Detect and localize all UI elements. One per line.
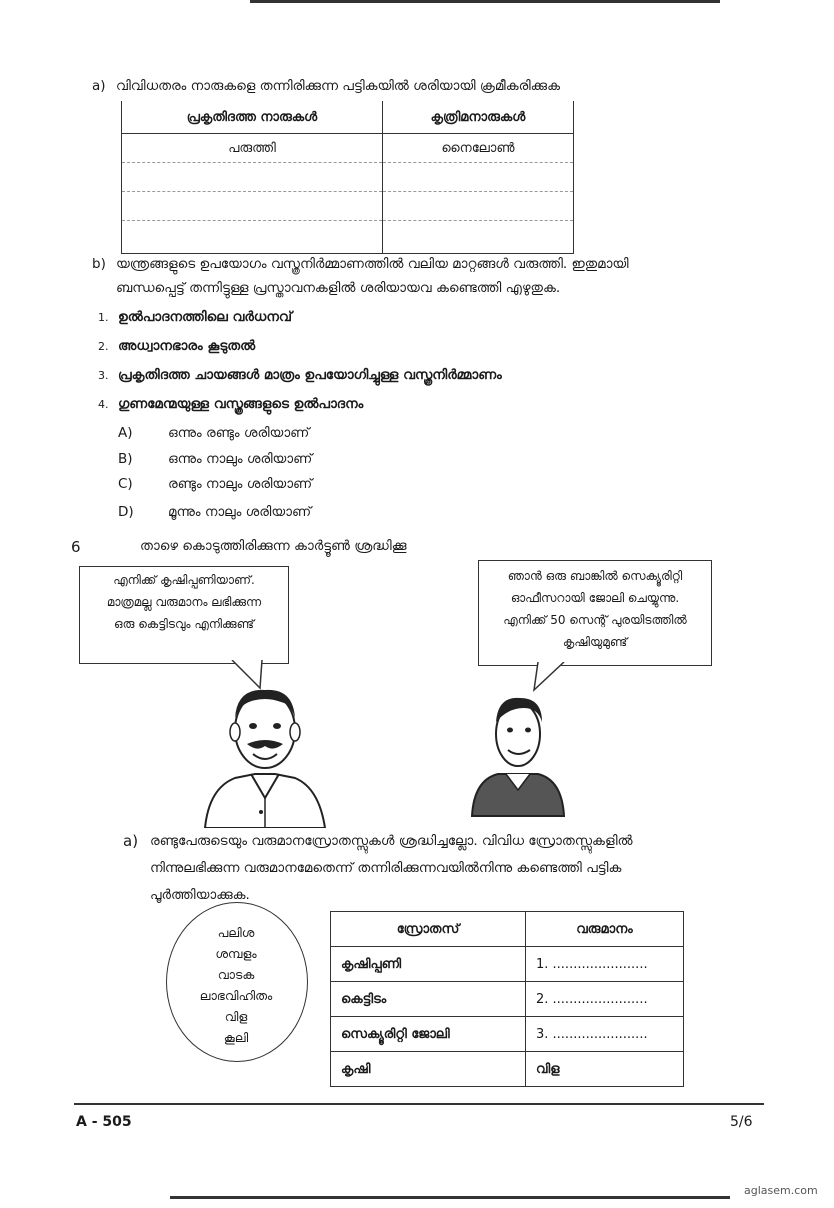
option-text[interactable]: മൂന്നും നാലും ശരിയാണ് [168, 504, 312, 520]
bottom-rule [170, 1196, 730, 1199]
q5a-text: വിവിധതരം നാരുകളെ തന്നിരിക്കുന്ന പട്ടികയിൽ ശരിയായി ക്രമീകരിക്കുക [116, 78, 560, 94]
statement-text: ഉൽപാദനത്തിലെ വർധനവ് [118, 309, 292, 325]
bubble-line: ഞാൻ ഒരു ബാങ്കിൽ സെക്യൂരിറ്റി [507, 569, 683, 583]
q6a-line1: രണ്ടുപേരുടെയും വരുമാനസ്രോതസ്സുകൾ ശ്രദ്ധിച്ചല്ലോ. വിവിധ സ്രോതസ്സുകളിൽ [150, 833, 633, 849]
bubble-line: എനിക്ക് 50 സെന്റ് പുരയിടത്തിൽ [503, 613, 687, 627]
statement-num: 4. [98, 398, 109, 411]
statement-text: പ്രകൃതിദത്ത ചായങ്ങൾ മാത്രം ഉപയോഗിച്ചുള്ള വസ്ത്രനിർമ്മാണം [118, 367, 502, 383]
option-letter[interactable]: D) [118, 504, 134, 520]
page-number: 5/6 [730, 1114, 753, 1130]
q6-intro: താഴെ കൊടുത്തിരിക്കുന്ന കാർട്ടൂൺ ശ്രദ്ധിക്കൂ [140, 538, 407, 554]
q5b-line2: ബന്ധപ്പെട്ട് തന്നിട്ടുള്ള പ്രസ്താവനകളിൽ ശരിയായവ കണ്ടെത്തി എഴുതുക. [116, 280, 561, 296]
circle-item: ലാഭവിഹിതം [199, 988, 273, 1003]
statement-num: 3. [98, 369, 109, 382]
income-header-source: സ്രോതസ് [331, 912, 526, 947]
income-source-cell: കൃഷി [331, 1052, 526, 1087]
footer-rule [74, 1103, 764, 1105]
income-header-income: വരുമാനം [526, 912, 684, 947]
statement-text: അധ്വാനഭാരം കൂടുതൽ [118, 338, 256, 354]
circle-item: പലിശ [217, 925, 255, 940]
income-source-cell: കെട്ടിടം [331, 982, 526, 1017]
bubble-line: മാത്രമല്ല വരുമാനം ലഭിക്കുന്ന [106, 595, 262, 609]
fibre-cell-empty[interactable] [383, 163, 574, 192]
q6a-line2: നിന്നുലഭിക്കുന്ന വരുമാനമേതെന്ന് തന്നിരിക്കുന്നവയിൽനിന്നു കണ്ടെത്തി പട്ടിക [150, 860, 622, 876]
circle-item: വാടക [217, 967, 255, 982]
fibre-cell: നൈലോൺ [383, 134, 574, 163]
fibre-cell-empty[interactable] [383, 192, 574, 221]
statement-num: 1. [98, 311, 109, 324]
q5a-label: a) [92, 78, 106, 94]
statement-text: ഗുണമേന്മയുള്ള വസ്ത്രങ്ങളുടെ ഉൽപാദനം [118, 396, 364, 412]
speech-bubble-right [478, 560, 712, 666]
statement-num: 2. [98, 340, 109, 353]
q6a-label: a) [123, 832, 139, 850]
q5b-line1: യന്ത്രങ്ങളുടെ ഉപയോഗം വസ്ത്രനിർമ്മാണത്തിൽ വലിയ മാറ്റങ്ങൾ വരുത്തി. ഇതുമായി [116, 256, 629, 272]
income-source-cell: സെക്യൂരിറ്റി ജോലി [331, 1017, 526, 1052]
top-rule [250, 0, 720, 3]
income-source-cell: കൃഷിപ്പണി [331, 947, 526, 982]
fibre-cell-empty[interactable] [383, 221, 574, 254]
bubble-line: ഓഫീസറായി ജോലി ചെയ്യുന്നു. [510, 591, 680, 605]
q6a-line3: പൂർത്തിയാക്കുക. [150, 887, 250, 903]
option-letter[interactable]: A) [118, 425, 133, 441]
officer-cartoon-image [468, 688, 568, 818]
option-letter[interactable]: B) [118, 451, 133, 467]
circle-item: കൂലി [223, 1030, 249, 1045]
fibre-header-natural: പ്രകൃതിദത്ത നാരുകൾ [122, 101, 383, 134]
option-letter[interactable]: C) [118, 476, 133, 492]
option-text[interactable]: രണ്ടും നാലും ശരിയാണ് [168, 476, 313, 492]
bubble-line: എനിക്ക് കൃഷിപ്പണിയാണ്. [113, 573, 255, 587]
watermark: aglasem.com [744, 1184, 818, 1197]
q6-number: 6 [71, 538, 81, 556]
income-table [330, 911, 684, 1087]
option-text[interactable]: ഒന്നും രണ്ടും ശരിയാണ് [168, 425, 310, 441]
paper-code: A - 505 [76, 1114, 132, 1130]
fibre-header-synthetic: കൃത്രിമനാരുകൾ [383, 101, 574, 134]
income-answer-cell[interactable]: 2. ....................... [526, 982, 684, 1017]
farmer-cartoon-image [195, 678, 335, 828]
q5b-label: b) [92, 256, 106, 272]
income-answer-cell[interactable]: 1. ....................... [526, 947, 684, 982]
fibre-cell-empty[interactable] [122, 192, 383, 221]
fibre-table [121, 101, 574, 254]
circle-item: ശമ്പളം [215, 946, 257, 961]
bubble-line: കൃഷിയുമുണ്ട് [562, 635, 628, 649]
speech-bubble-left [79, 566, 289, 664]
bubble-line: ഒരു കെട്ടിടവും എനിക്കുണ്ട് [114, 617, 254, 631]
fibre-cell-empty[interactable] [122, 163, 383, 192]
fibre-cell: പരുത്തി [122, 134, 383, 163]
income-answer-cell[interactable]: 3. ....................... [526, 1017, 684, 1052]
fibre-cell-empty[interactable] [122, 221, 383, 254]
circle-item: വിള [224, 1009, 248, 1024]
income-answer-cell: വിള [526, 1052, 684, 1087]
option-text[interactable]: ഒന്നും നാലും ശരിയാണ് [168, 451, 313, 467]
